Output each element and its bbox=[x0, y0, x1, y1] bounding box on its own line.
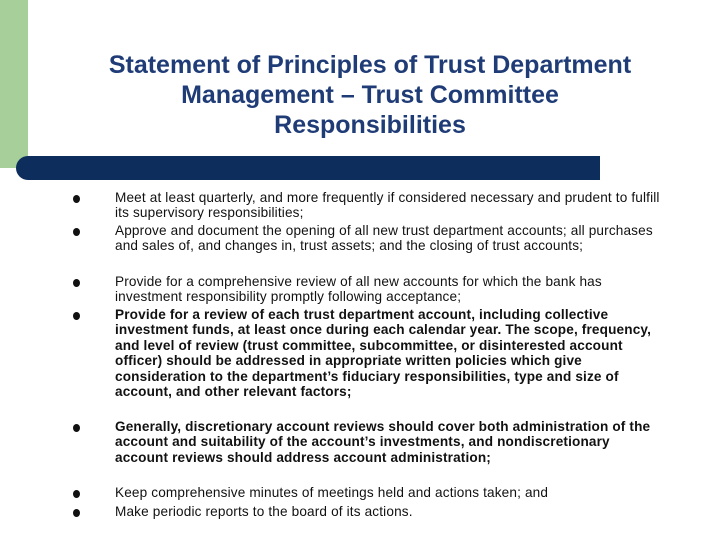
bullet-icon bbox=[73, 279, 80, 287]
bullet-text: Keep comprehensive minutes of meetings held and actions taken; and bbox=[115, 485, 549, 500]
bullet-text: Meet at least quarterly, and more frequently if considered necessary and prudent to fulfill its supervisory responsibilities; bbox=[115, 190, 660, 221]
bullet-icon bbox=[73, 228, 80, 236]
bullet-text: Generally, discretionary account reviews should cover both administration of the account and suitability of the account’s investments, and nondiscretionary account reviews should address account administration; bbox=[115, 419, 651, 465]
bullet-icon bbox=[73, 424, 80, 432]
bullet-text: Provide for a review of each trust department account, including collective investment funds, at least once during each calendar year. The scope, frequency, and level of review (trust committee, subcommittee, or disinterested account officer) should be addressed in appropriate written policies which give consideration to the department’s fiduciary responsibilities, type and size of account, and other relevant factors; bbox=[115, 307, 652, 400]
bullet-text: Make periodic reports to the board of its actions. bbox=[115, 504, 413, 519]
bullet-icon bbox=[73, 195, 80, 203]
bullet-icon bbox=[73, 312, 80, 320]
bullet-text: Approve and document the opening of all new trust department accounts; all purchases and sales of, and changes in, trust assets; and the closing of trust accounts; bbox=[115, 223, 653, 254]
bullet-icon bbox=[73, 509, 80, 517]
bullet-text: Provide for a comprehensive review of all new accounts for which the bank has investment responsibility promptly following acceptance; bbox=[115, 274, 602, 305]
slide-title: Statement of Principles of Trust Department Management – Trust Committee Responsibilities bbox=[108, 51, 632, 139]
bullet-icon bbox=[73, 490, 80, 498]
